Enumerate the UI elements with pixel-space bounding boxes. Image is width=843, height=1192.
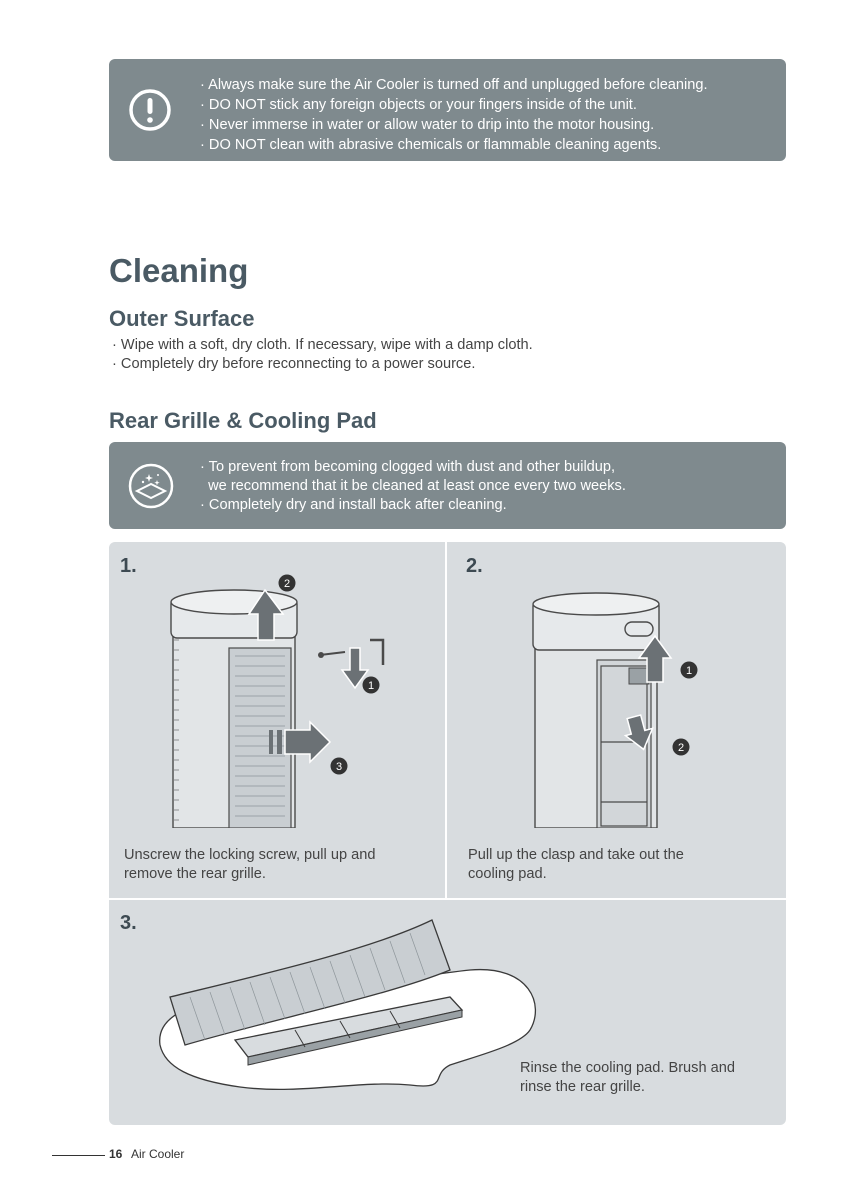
step-description: Pull up the clasp and take out the cooling pad. [468,847,684,882]
page-number: 16 [109,1147,123,1161]
step-marker [278,574,296,597]
warning-item: · Never immerse in water or allow water to drip into the motor housing. [200,117,655,133]
warning-list [200,75,708,155]
svg-text:1: 1 [685,665,693,677]
sparkle-cleaning-icon [127,462,175,510]
tip-list [200,458,626,515]
footer-rule [52,1155,105,1156]
tip-item: · To prevent from becoming clogged with dust and other buildup, [200,459,616,475]
step3-illustration [150,915,550,1095]
warning-item: · DO NOT stick any foreign objects or your fingers inside of the unit. [200,97,637,113]
step-marker [672,738,690,761]
step-number: 3. [120,912,137,934]
tip-item: we recommend that it be cleaned at least once every two weeks. [200,478,626,494]
step-marker [680,661,698,684]
step-marker [362,676,380,699]
outer-surface-heading: Outer Surface [109,306,255,331]
step1-illustration [165,570,405,828]
exclamation-circle-icon [128,88,172,132]
tip-item: · Completely dry and install back after cleaning. [200,497,507,513]
svg-text:2: 2 [677,742,685,754]
product-name: Air Cooler [131,1147,185,1161]
svg-text:3: 3 [335,761,343,773]
outer-surface-list [112,336,533,374]
rear-grille-heading: Rear Grille & Cooling Pad [109,408,377,433]
step-description: Unscrew the locking screw, pull up and remove the rear grille. [124,847,376,882]
step-number: 2. [466,555,483,577]
warning-item: · Always make sure the Air Cooler is turned off and unplugged before cleaning. [200,77,708,93]
outer-item: · Completely dry before reconnecting to a power source. [112,356,476,372]
step-marker [330,757,348,780]
step-description: Rinse the cooling pad. Brush and rinse the rear grille. [520,1060,735,1095]
warning-item: · DO NOT clean with abrasive chemicals or flammable cleaning agents. [200,137,662,153]
section-title: Cleaning [109,252,249,289]
divider [445,542,447,899]
step-number: 1. [120,555,137,577]
divider [109,898,786,900]
svg-text:2: 2 [283,578,291,590]
step2-illustration [525,592,705,828]
outer-item: · Wipe with a soft, dry cloth. If necessary, wipe with a damp cloth. [112,337,533,353]
svg-text:1: 1 [367,680,375,692]
